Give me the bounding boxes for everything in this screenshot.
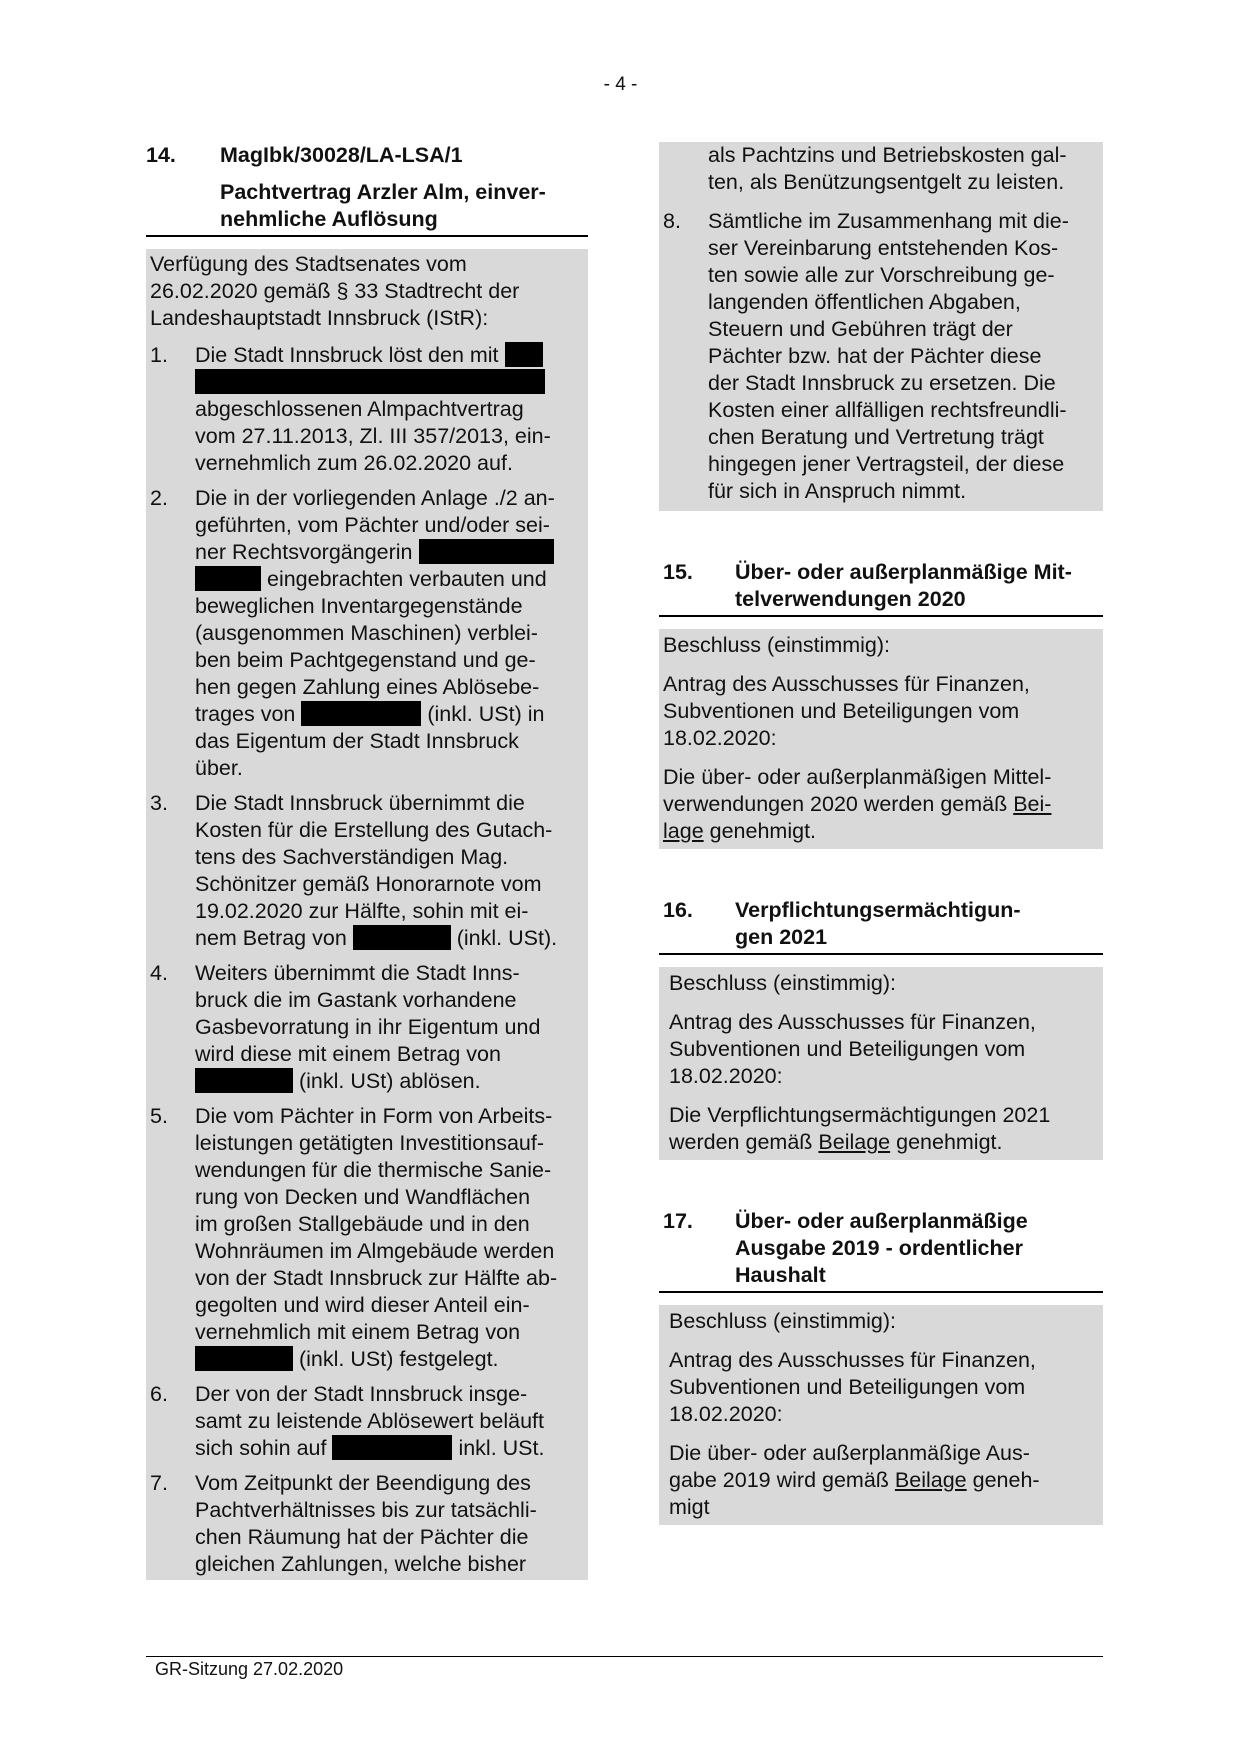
redaction <box>195 566 261 591</box>
redaction <box>332 1435 452 1460</box>
resolution-text: Die Verpflichtungsermächtigungen 2021 werden gemäß Beilage genehmigt. <box>669 1103 1051 1154</box>
redaction <box>195 1346 293 1371</box>
item-14-continuation <box>659 142 1103 511</box>
item-number: 15. <box>663 560 693 584</box>
item-15-body <box>659 629 1103 849</box>
item-title: Ausgabe 2019 - ordentlicher <box>735 1236 1023 1260</box>
file-reference: MagIbk/30028/LA-LSA/1 <box>220 143 463 167</box>
list-item: als Pachtzins und Betriebskosten gal- ten, als Benützungsentgelt zu leisten. <box>708 143 1067 194</box>
decree-points <box>146 342 588 1578</box>
item-16-body <box>659 967 1103 1160</box>
list-item: 7. Vom Zeitpunkt der Beendigung des Pachtverhältnisses bis zur tatsächli- chen Räumung hat der Pächter die gleichen Zahlungen, welche bisher <box>150 1471 537 1576</box>
item-number: 17. <box>663 1209 693 1233</box>
attachment-link[interactable]: Beilage <box>894 1468 967 1492</box>
redaction <box>505 342 543 367</box>
attachment-link[interactable]: Bei- <box>1013 792 1052 816</box>
item-15-heading <box>659 559 1103 617</box>
item-title: telverwendungen 2020 <box>735 587 966 611</box>
page-number: - 4 - <box>603 74 638 95</box>
item-number: 14. <box>146 143 176 167</box>
redaction <box>301 701 421 726</box>
item-17-body <box>659 1305 1103 1525</box>
motion-text: Antrag des Ausschusses für Finanzen, Subventionen und Beteiligungen vom 18.02.2020: <box>669 1010 1036 1088</box>
item-title: Pachtvertrag Arzler Alm, einver- <box>220 180 546 204</box>
motion-text: Antrag des Ausschusses für Finanzen, Subventionen und Beteiligungen vom 18.02.2020: <box>669 1348 1036 1426</box>
list-item: 8. Sämtliche im Zusammenhang mit die- ser Vereinbarung entstehenden Kos- ten sowie alle zur Vorschreibung ge- langenden öffentlichen Abgaben, Steuern und Gebühren trägt der Pächter bzw. hat der Pächter diese der Stadt Innsbruck zu ersetzen. Die Kosten einer allfälligen rechtsfreundli- chen Beratung und Vertretung trägt hingegen jener Vertragsteil, der diese für sich in Anspruch nimmt. <box>663 209 1069 503</box>
item-14-body <box>146 249 588 1580</box>
item-title: Über- oder außerplanmäßige Mit- <box>735 560 1072 584</box>
item-title: Über- oder außerplanmäßige <box>735 1209 1028 1233</box>
item-title: gen 2021 <box>735 925 828 949</box>
attachment-link[interactable]: lage <box>663 819 704 843</box>
list-item: 4. Weiters übernimmt die Stadt Inns- bruck die im Gastank vorhandene Gasbevorratung in ihr Eigentum und wird diese mit einem Betrag von (inkl. USt) ablösen. <box>150 961 541 1093</box>
right-column <box>659 142 1103 1525</box>
item-17-heading <box>659 1208 1103 1293</box>
item-title: Verpflichtungsermächtigun- <box>735 898 1021 922</box>
motion-text: Antrag des Ausschusses für Finanzen, Subventionen und Beteiligungen vom 18.02.2020: <box>663 672 1030 750</box>
item-number: 16. <box>663 898 693 922</box>
attachment-link[interactable]: Beilage <box>818 1130 891 1154</box>
item-16-heading <box>659 897 1103 955</box>
decision-label: Beschluss (einstimmig): <box>669 971 896 995</box>
redaction <box>353 925 451 950</box>
redaction <box>195 1068 293 1093</box>
item-title: nehmliche Auflösung <box>220 207 438 231</box>
decision-label: Beschluss (einstimmig): <box>669 1309 896 1333</box>
redaction <box>419 539 554 564</box>
decree-intro: Verfügung des Stadtsenates vom 26.02.2020 gemäß § 33 Stadtrecht der Landeshauptstadt Innsbruck (IStR): <box>150 252 520 330</box>
left-column <box>146 142 588 1580</box>
list-item: 6. Der von der Stadt Innsbruck insge- samt zu leistende Ablösewert beläuft sich sohin auf inkl. USt. <box>150 1382 545 1460</box>
footer-text: GR-Sitzung 27.02.2020 <box>155 1659 344 1679</box>
decision-label: Beschluss (einstimmig): <box>663 633 890 657</box>
list-item: 3. Die Stadt Innsbruck übernimmt die Kosten für die Erstellung des Gutach- tens des Sachverständigen Mag. Schönitzer gemäß Honorarnote vom 19.02.2020 zur Hälfte, sohin mit ei- nem Betrag von (inkl. USt). <box>150 791 558 950</box>
redaction <box>195 369 545 394</box>
item-title: Haushalt <box>735 1263 826 1287</box>
resolution-text: Die über- oder außerplanmäßigen Mittel- verwendungen 2020 werden gemäß Bei- lage genehmigt. <box>663 765 1052 843</box>
list-item: 2. Die in der vorliegenden Anlage ./2 an- geführten, vom Pächter und/oder sei- ner Rechtsvorgängerin eingebrachten verbauten und beweglichen Inventargegenstände (ausgenommen Maschinen) verblei- ben beim Pachtgegenstand und ge- hen gegen Zahlung eines Ablösebe- trages von (inkl. USt) in das Eigentum der Stadt Innsbruck über. <box>150 486 555 780</box>
list-item: 5. Die vom Pächter in Form von Arbeits- leistungen getätigten Investitionsauf- wendungen für die thermische Sanie- rung von Decken und Wandflächen im großen Stallgebäude und in den Wohnräumen im Almgebäude werden von der Stadt Innsbruck zur Hälfte ab- gegolten und wird dieser Anteil ein- vernehmlich mit einem Betrag von (inkl. USt) festgelegt. <box>150 1104 558 1371</box>
item-14-heading <box>146 142 588 237</box>
resolution-text: Die über- oder außerplanmäßige Aus- gabe 2019 wird gemäß Beilage geneh- migt <box>669 1441 1040 1519</box>
footer-divider <box>146 1656 1103 1657</box>
list-item: 1. Die Stadt Innsbruck löst den mit abgeschlossenen Almpachtvertrag vom 27.11.2013, Zl. III 357/2013, ein- vernehmlich zum 26.02.2020 auf. <box>150 343 551 475</box>
